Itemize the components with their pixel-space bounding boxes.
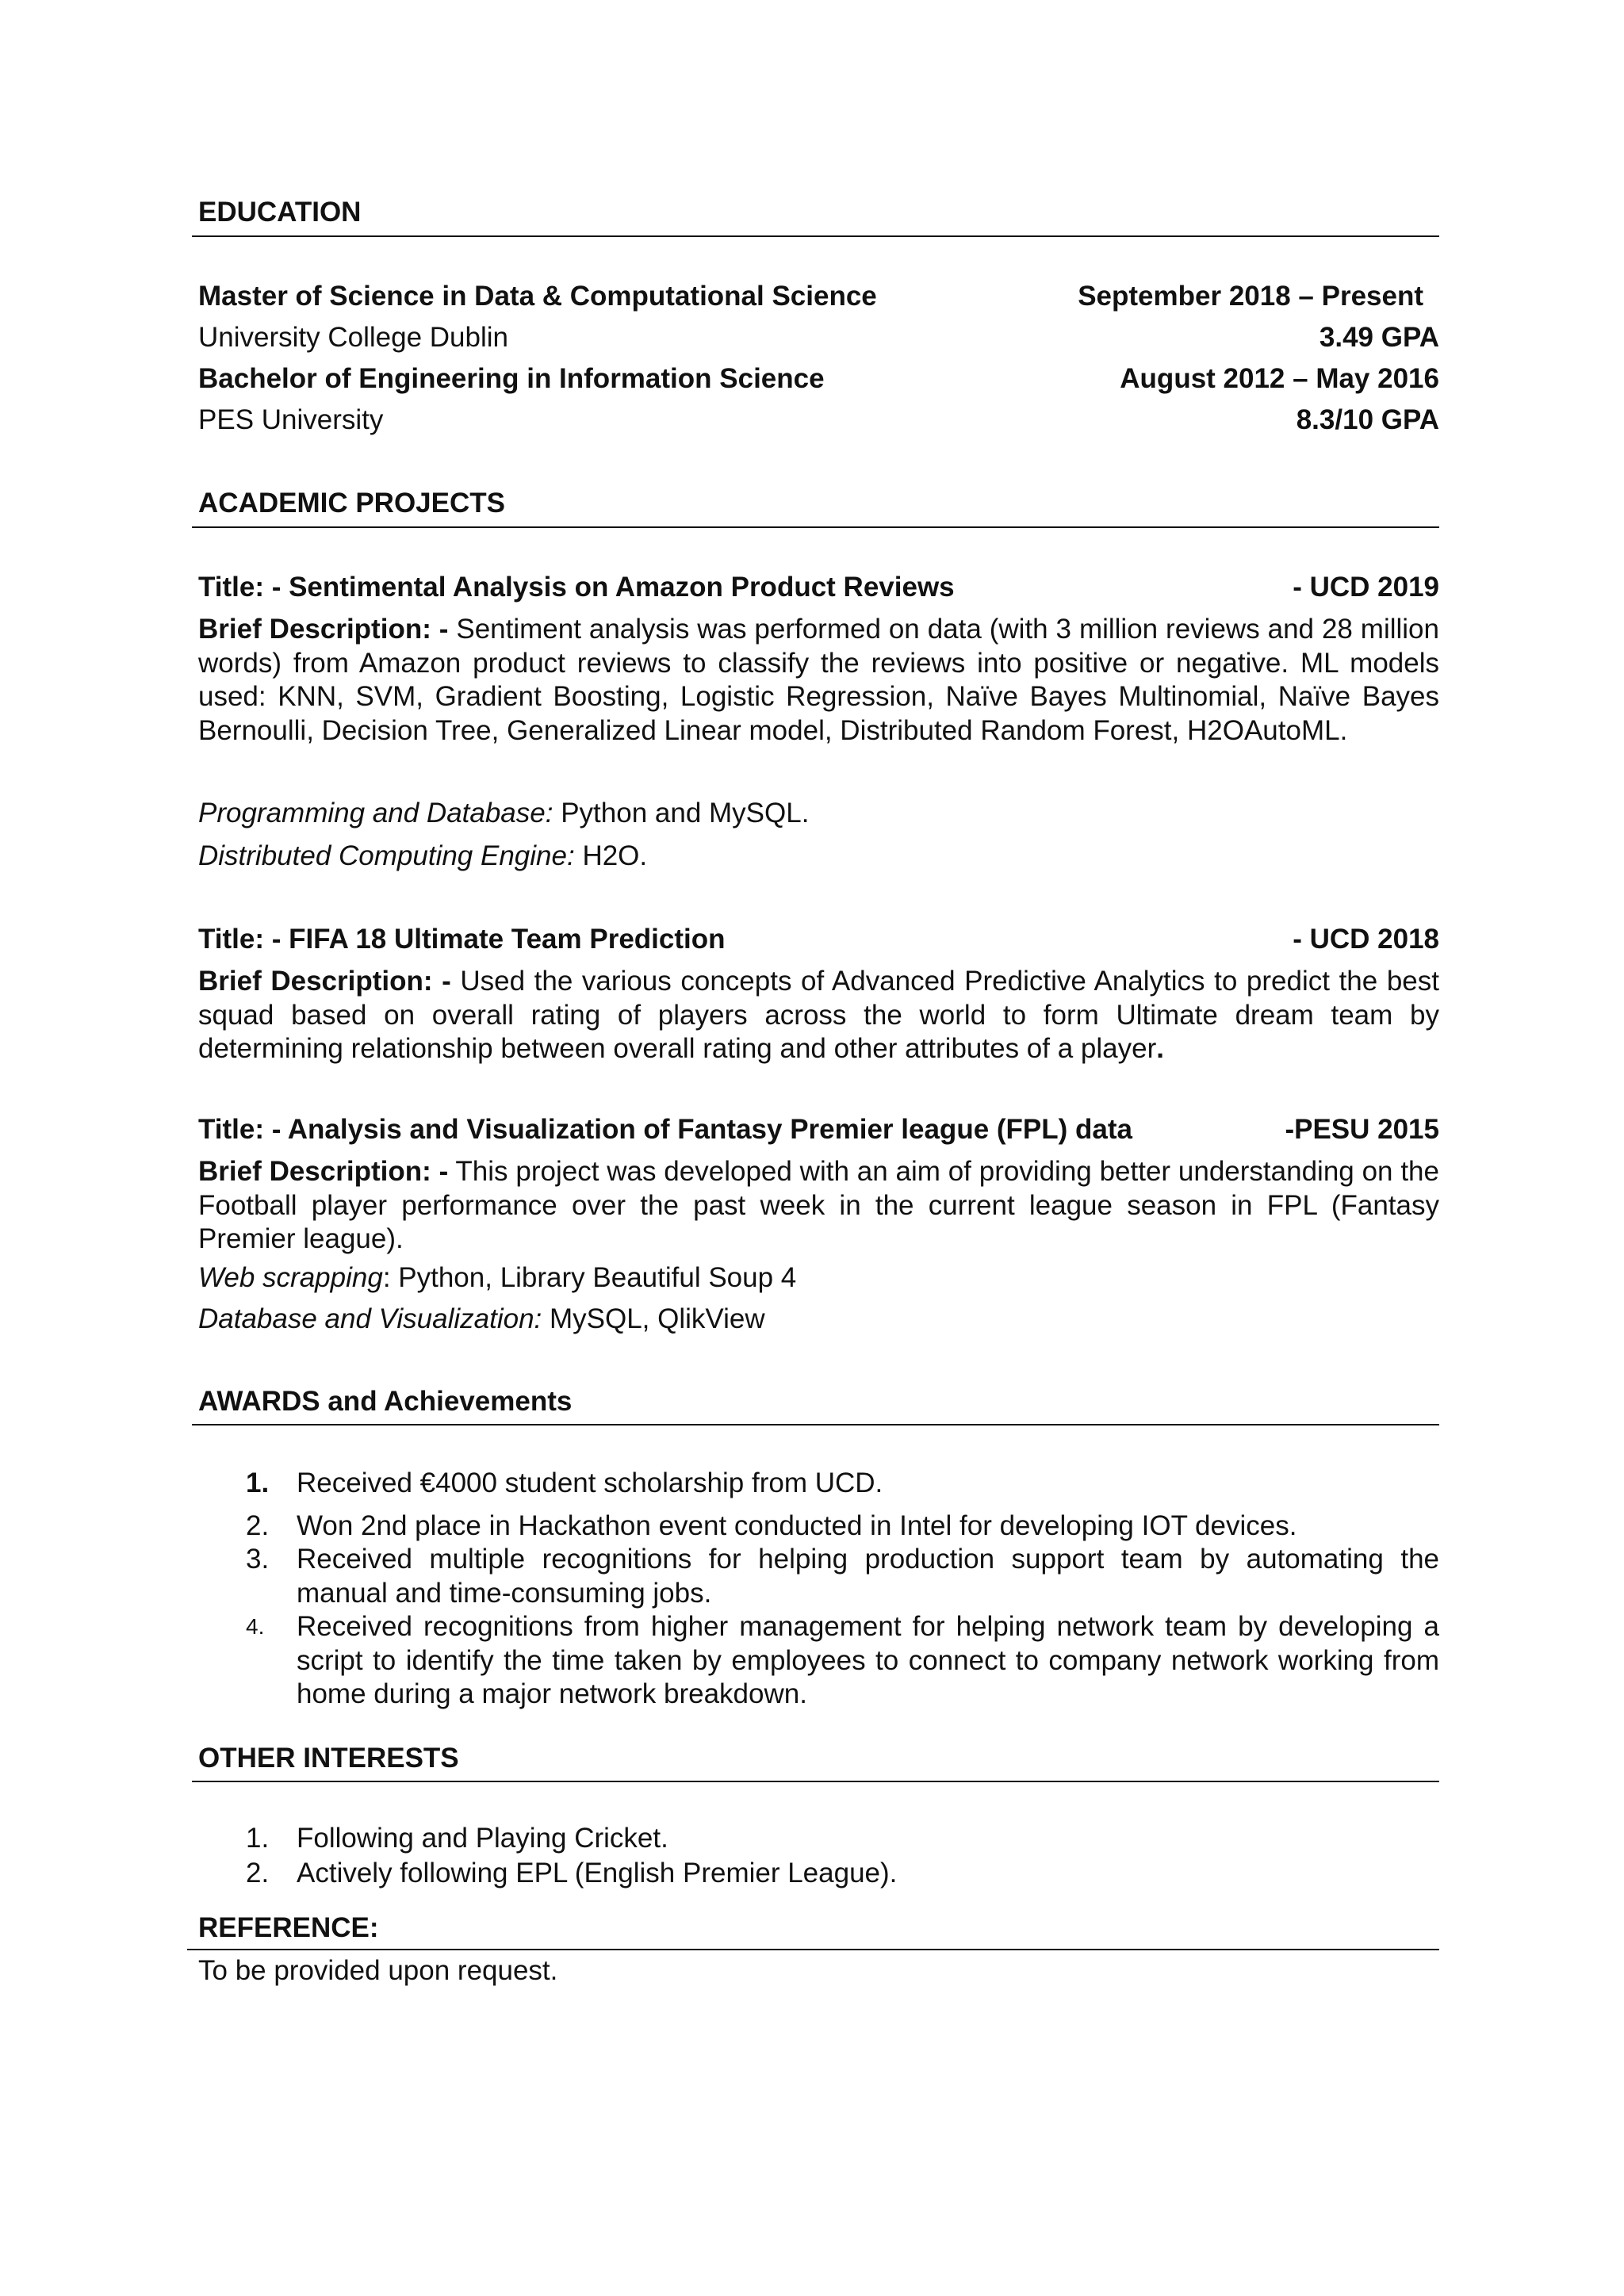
description-label: Brief Description: - <box>198 1156 449 1187</box>
project-tag: -PESU 2015 <box>1285 1114 1439 1145</box>
project-title: Title: - Analysis and Visualization of Fantasy Premier league (FPL) data <box>198 1114 1132 1145</box>
education-institution-row <box>198 321 1439 355</box>
education-institution-row <box>198 404 1439 438</box>
education-entry <box>198 280 1439 314</box>
project-title-row <box>198 571 1439 605</box>
degree-dates: August 2012 – May 2016 <box>1120 363 1439 394</box>
item-number: 2. <box>246 1858 270 1888</box>
degree: Master of Science in Data & Computational Science <box>198 281 877 312</box>
project-tag: - UCD 2019 <box>1293 572 1439 603</box>
item-number: 1. <box>246 1823 270 1854</box>
item-text: Won 2nd place in Hackathon event conducted in Intel for developing IOT devices. <box>297 1510 1297 1541</box>
education-entry <box>198 362 1439 396</box>
detail-value: : Python, Library Beautiful Soup 4 <box>382 1262 797 1293</box>
item-text: Received recognitions from higher management for helping network team by developing a script to identify the time taken by employees to connect to company network working from home during a major network breakdown. <box>297 1611 1439 1710</box>
detail-value: H2O. <box>574 840 648 871</box>
project-description <box>198 613 1439 748</box>
project-detail <box>198 1261 1439 1295</box>
detail-value: Python and MySQL. <box>553 798 810 828</box>
project-detail <box>198 1303 1439 1337</box>
item-text: Received multiple recognitions for helping production support team by automating the manual and time-consuming jobs. <box>297 1544 1439 1609</box>
detail-label: Database and Visualization: <box>198 1303 542 1334</box>
item-text: Following and Playing Cricket. <box>297 1823 668 1854</box>
awards-heading: AWARDS and Achievements <box>198 1386 573 1417</box>
project-detail <box>198 840 1439 874</box>
awards-divider <box>192 1424 1439 1425</box>
item-number: 4. <box>246 1614 265 1639</box>
project-title: Title: - Sentimental Analysis on Amazon Product Reviews <box>198 572 955 603</box>
item-number: 2. <box>246 1510 270 1541</box>
degree-dates: September 2018 – Present <box>1078 281 1423 312</box>
education-divider <box>192 235 1439 237</box>
item-text: Actively following EPL (English Premier League). <box>297 1858 898 1888</box>
description-label: Brief Description: - <box>198 614 449 645</box>
project-title: Title: - FIFA 18 Ultimate Team Prediction <box>198 924 726 955</box>
project-description <box>198 965 1439 1066</box>
projects-heading: ACADEMIC PROJECTS <box>198 488 505 519</box>
grade: 3.49 GPA <box>1319 322 1439 353</box>
description-text: Used the various concepts of Advanced Predictive Analytics to predict the best squad based on overall rating of players across the world to form Ultimate dream team by determining relationship between overall rating and other attributes of a player <box>198 966 1439 1065</box>
detail-label: Distributed Computing Engine: <box>198 840 575 871</box>
project-title-row <box>198 1113 1439 1147</box>
item-number: 1. <box>246 1468 270 1498</box>
projects-divider <box>192 526 1439 528</box>
institution: PES University <box>198 404 384 435</box>
interests-heading: OTHER INTERESTS <box>198 1743 459 1774</box>
description-label: Brief Description: - <box>198 966 451 997</box>
reference-heading: REFERENCE: <box>198 1912 379 1943</box>
item-text: Received €4000 student scholarship from UCD. <box>297 1468 883 1498</box>
project-detail <box>198 797 1439 831</box>
reference-divider <box>187 1949 1439 1950</box>
detail-value: MySQL, QlikView <box>542 1303 765 1334</box>
detail-label: Programming and Database: <box>198 798 553 828</box>
degree: Bachelor of Engineering in Information Science <box>198 363 825 394</box>
project-tag: - UCD 2018 <box>1293 924 1439 955</box>
description-text: This project was developed with an aim of providing better understanding on the Football player performance over the past week in the current league season in FPL (Fantasy Premier league). <box>198 1156 1439 1255</box>
education-heading: EDUCATION <box>198 197 362 228</box>
description-end: . <box>1156 1033 1164 1065</box>
item-number: 3. <box>246 1544 270 1575</box>
reference-text: To be provided upon request. <box>198 1955 558 1986</box>
grade: 8.3/10 GPA <box>1296 404 1439 435</box>
description-text: Sentiment analysis was performed on data (with 3 million reviews and 28 million words) from Amazon product reviews to classify the reviews into positive or negative. ML models used: KNN, SVM, Gradient Boosting, Logistic Regression, Naïve Bayes Multinomial, Naïve Bayes Bernoulli, Decision Tree, Generalized Linear model, Distributed Random Forest, H2OAutoML. <box>198 614 1439 747</box>
institution: University College Dublin <box>198 322 508 353</box>
detail-label: Web scrapping <box>198 1262 383 1293</box>
project-description <box>198 1155 1439 1257</box>
interests-divider <box>192 1781 1439 1782</box>
project-title-row <box>198 923 1439 957</box>
